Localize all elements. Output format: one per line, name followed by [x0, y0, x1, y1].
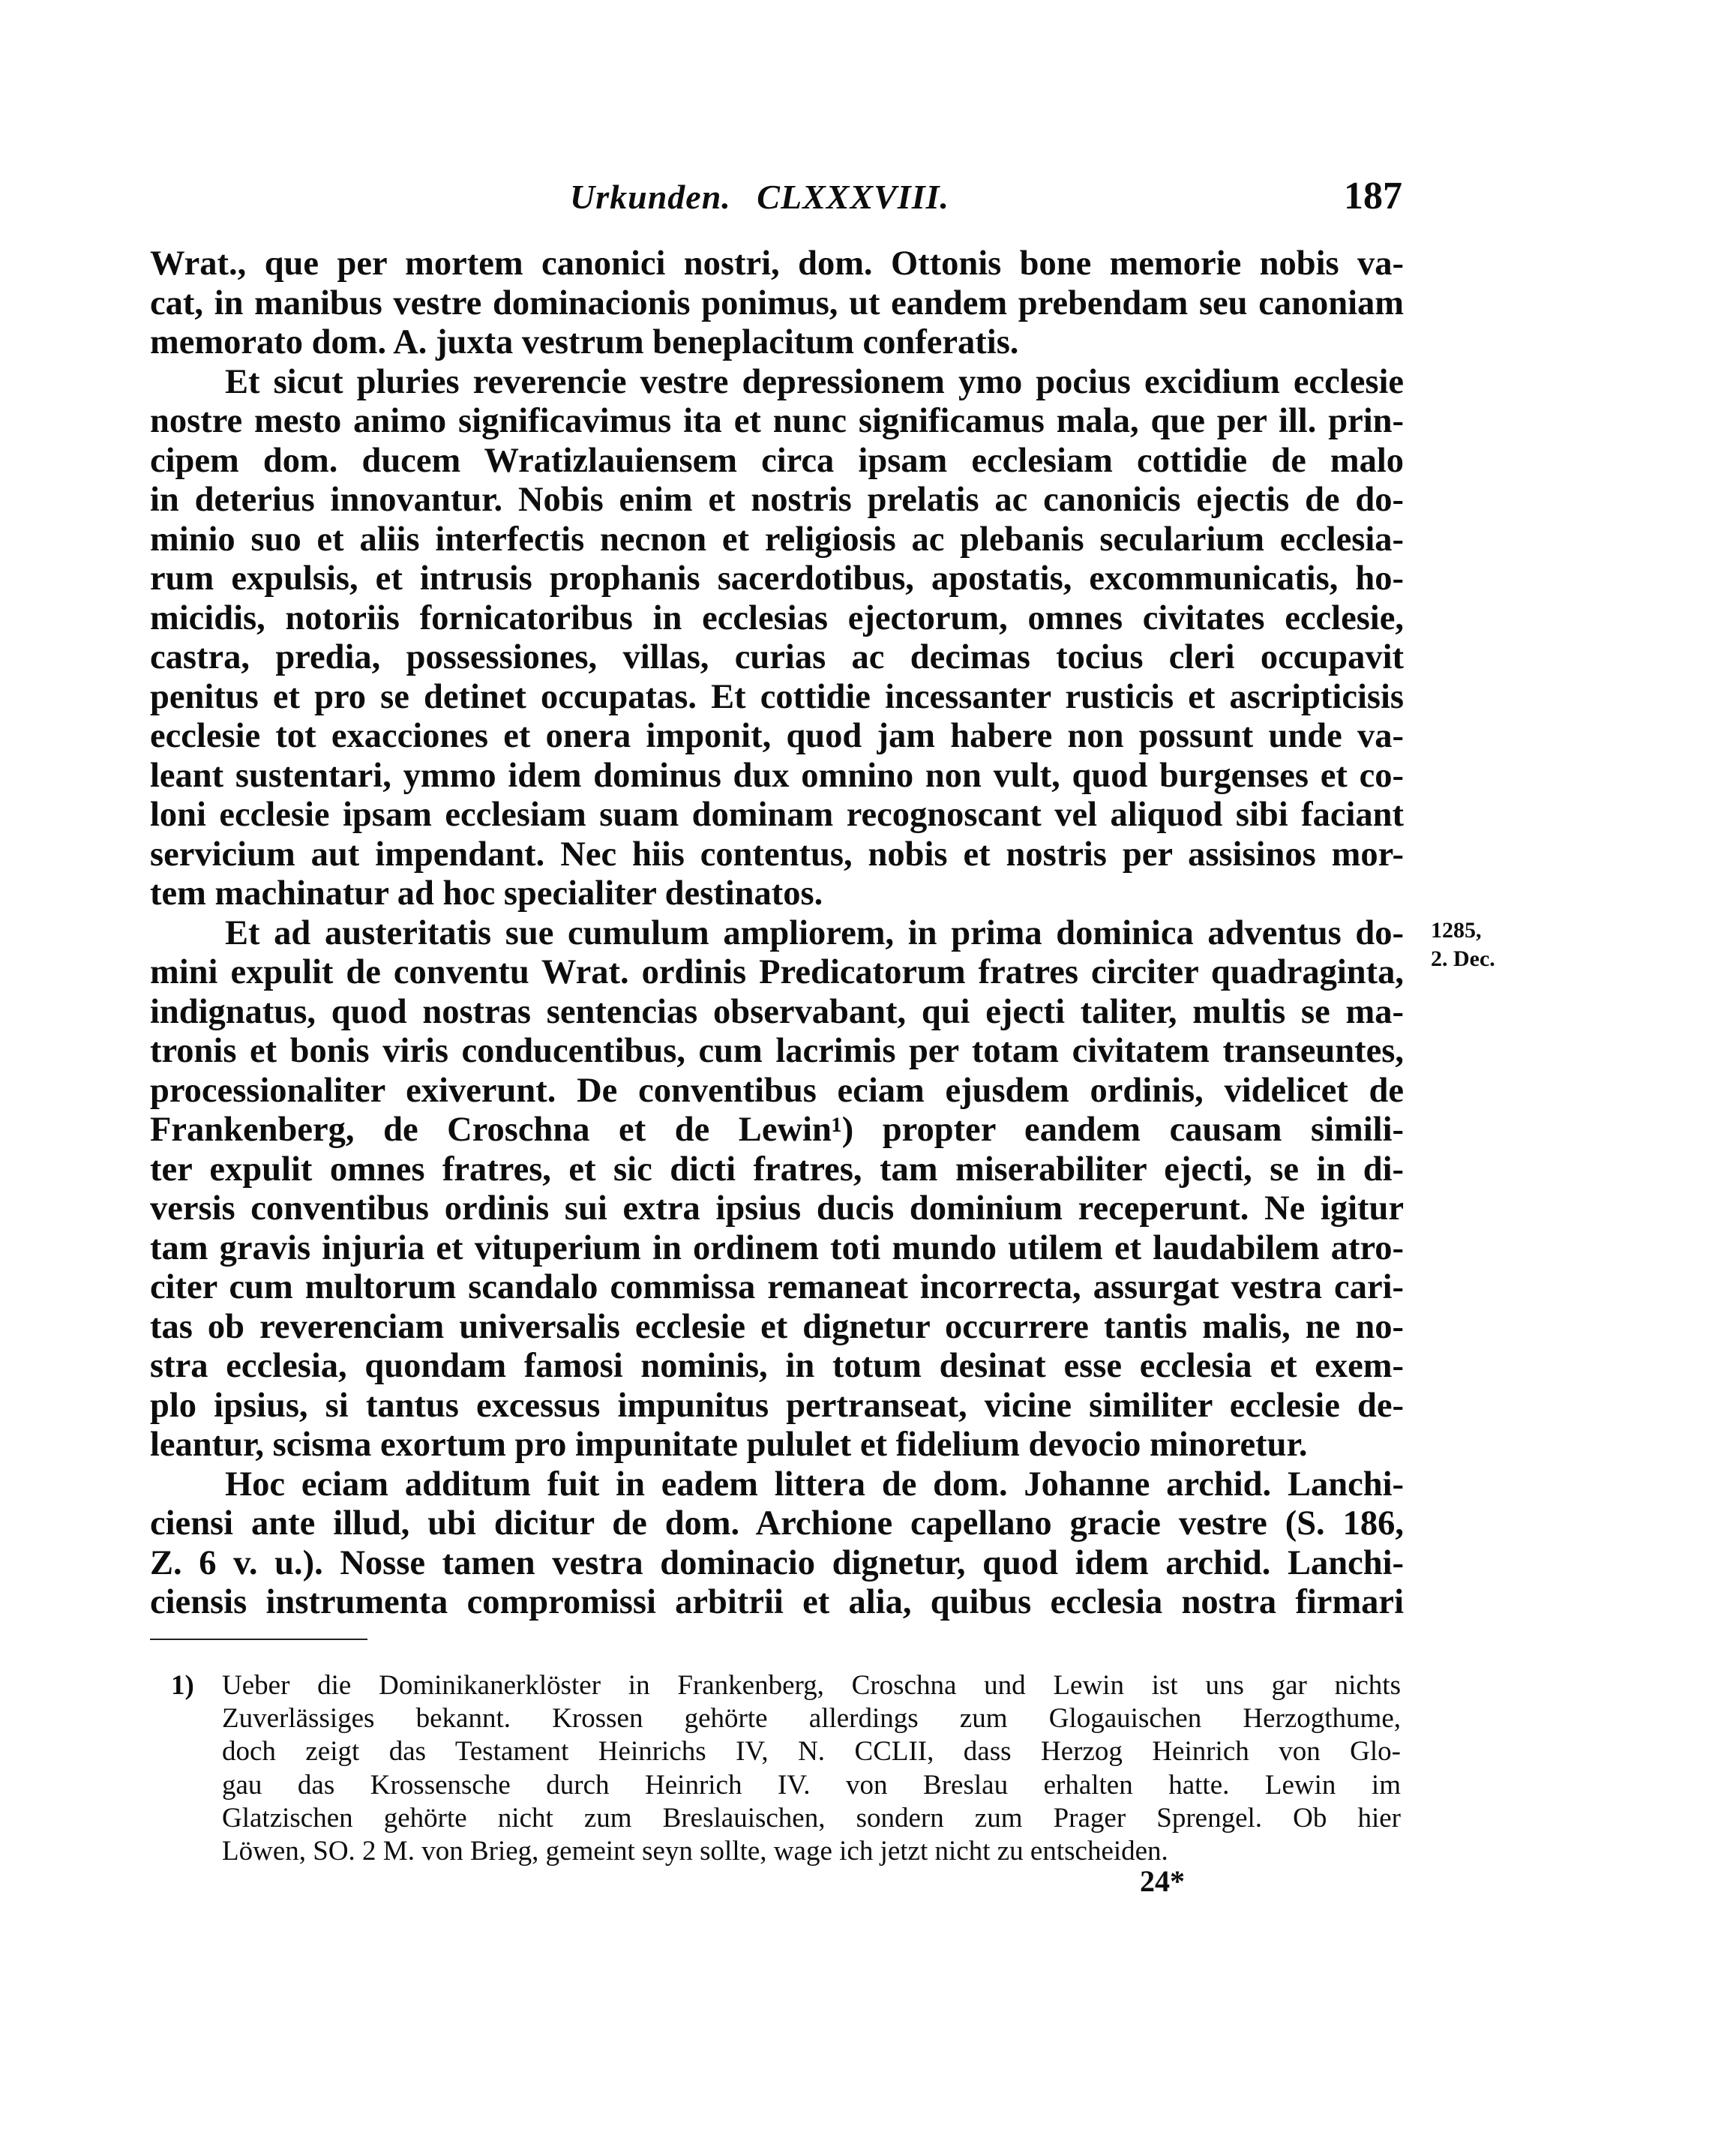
body-line: leant sustentari, ymmo idem dominus dux omnino non vult, quod burgenses et co-: [150, 756, 1404, 795]
body-line: Et sicut pluries reverencie vestre depressionem ymo pocius excidium ecclesie: [225, 362, 1404, 401]
running-head: [570, 177, 1395, 217]
footnote-text: [222, 1669, 1401, 1868]
body-text: [150, 244, 1404, 1623]
footnote-line: Löwen, SO. 2 M. von Brieg, gemeint seyn sollte, wage ich jetzt nicht zu entscheiden.: [222, 1836, 1168, 1867]
footnote-line: Ueber die Dominikanerklöster in Frankenberg, Croschna und Lewin ist uns gar nichts: [222, 1670, 1401, 1701]
body-line: micidis, notoriis fornicatoribus in ecclesias ejectorum, omnes civitates ecclesie,: [150, 598, 1404, 637]
body-line: rum expulsis, et intrusis prophanis sacerdotibus, apostatis, excommunicatis, ho-: [150, 559, 1404, 598]
body-line: penitus et pro se detinet occupatas. Et cottidie incessanter rusticis et ascripticisis: [150, 677, 1404, 716]
body-line: minio suo et aliis interfectis necnon et religiosis ac plebanis secularium ecclesia-: [150, 520, 1404, 559]
body-line: servicium aut impendant. Nec hiis contentus, nobis et nostris per assisinos mor-: [150, 835, 1404, 874]
body-line: Frankenberg, de Croschna et de Lewin¹) propter eandem causam simili-: [150, 1111, 1404, 1149]
body-line: tronis et bonis viris conducentibus, cum lacrimis per totam civitatem transeuntes,: [150, 1032, 1404, 1070]
body-line: citer cum multorum scandalo commissa remaneat incorrecta, assurgat vestra cari-: [150, 1268, 1404, 1306]
body-line: loni ecclesie ipsam ecclesiam suam dominam recognoscant vel aliquod sibi faciant: [150, 796, 1404, 834]
body-line: ecclesie tot exacciones et onera imponit, quod jam habere non possunt unde va-: [150, 717, 1404, 755]
footnote-line: Glatzischen gehörte nicht zum Breslauischen, sondern zum Prager Sprengel. Ob hier: [222, 1802, 1401, 1834]
signature-mark: 24*: [1140, 1864, 1185, 1898]
body-line: mini expulit de conventu Wrat. ordinis Predicatorum fratres circiter quadraginta,: [150, 953, 1404, 991]
body-line: cat, in manibus vestre dominacionis ponimus, ut eandem prebendam seu canoniam: [150, 283, 1404, 322]
margin-date-note: [1431, 916, 1551, 973]
footnote-divider: [150, 1639, 367, 1640]
body-line: memorato dom. A. juxta vestrum beneplacitum conferatis.: [150, 323, 1019, 361]
body-line: ter expulit omnes fratres, et sic dicti fratres, tam miserabiliter ejecti, se in di-: [150, 1150, 1404, 1189]
page-number: 187: [1344, 175, 1402, 217]
body-line: ciensis instrumenta compromissi arbitrii et alia, quibus ecclesia nostra firmari: [150, 1583, 1404, 1621]
body-line: Et ad austeritatis sue cumulum ampliorem, in prima dominica adventus do-: [225, 913, 1404, 952]
running-title: Urkunden.: [570, 178, 731, 216]
margin-day: 2. Dec.: [1431, 946, 1495, 971]
footnote-line: Zuverlässiges bekannt. Krossen gehörte allerdings zum Glogauischen Herzogthume,: [222, 1703, 1401, 1735]
footnote-marker: 1): [171, 1670, 194, 1701]
body-line: stra ecclesia, quondam famosi nominis, in totum desinat esse ecclesia et exem-: [150, 1347, 1404, 1385]
body-line: versis conventibus ordinis sui extra ipsius ducis dominium receperunt. Ne igitur: [150, 1189, 1404, 1228]
margin-year: 1285,: [1431, 918, 1482, 943]
body-line: castra, predia, possessiones, villas, curias ac decimas tocius cleri occupavit: [150, 638, 1404, 676]
body-line: indignatus, quod nostras sentencias observabant, qui ejecti taliter, multis se ma-: [150, 992, 1404, 1031]
body-line: processionaliter exiverunt. De conventibus eciam ejusdem ordinis, videlicet de: [150, 1071, 1404, 1110]
body-line: leantur, scisma exortum pro impunitate pululet et fidelium devocio minoretur.: [150, 1426, 1308, 1464]
body-line: nostre mesto animo significavimus ita et nunc significamus mala, que per ill. prin-: [150, 402, 1404, 440]
body-line: in deterius innovantur. Nobis enim et nostris prelatis ac canonicis ejectis de do-: [150, 481, 1404, 519]
footnote: [171, 1669, 1401, 1868]
body-line: Wrat., que per mortem canonici nostri, dom. Ottonis bone memorie nobis va-: [150, 244, 1404, 283]
body-line: Hoc eciam additum fuit in eadem littera de dom. Johanne archid. Lanchi-: [225, 1465, 1404, 1504]
document-number: CLXXXVIII.: [757, 178, 950, 216]
body-line: tem machinatur ad hoc specialiter destinatos.: [150, 874, 823, 913]
body-line: tam gravis injuria et vituperium in ordinem toti mundo utilem et laudabilem atro-: [150, 1228, 1404, 1267]
body-line: ciensi ante illud, ubi dicitur de dom. Archione capellano gracie vestre (S. 186,: [150, 1504, 1404, 1543]
body-line: tas ob reverenciam universalis ecclesie et dignetur occurrere tantis malis, ne no-: [150, 1307, 1404, 1346]
body-line: Z. 6 v. u.). Nosse tamen vestra dominacio dignetur, quod idem archid. Lanchi-: [150, 1543, 1404, 1582]
footnote-line: gau das Krossensche durch Heinrich IV. von Breslau erhalten hatte. Lewin im: [222, 1769, 1401, 1801]
footnote-line: doch zeigt das Testament Heinrichs IV, N. CCLII, dass Herzog Heinrich von Glo-: [222, 1736, 1401, 1768]
body-line: cipem dom. ducem Wratizlauiensem circa ipsam ecclesiam cottidie de malo: [150, 441, 1404, 480]
body-line: plo ipsius, si tantus excessus impunitus pertranseat, vicine similiter ecclesie de-: [150, 1386, 1404, 1425]
